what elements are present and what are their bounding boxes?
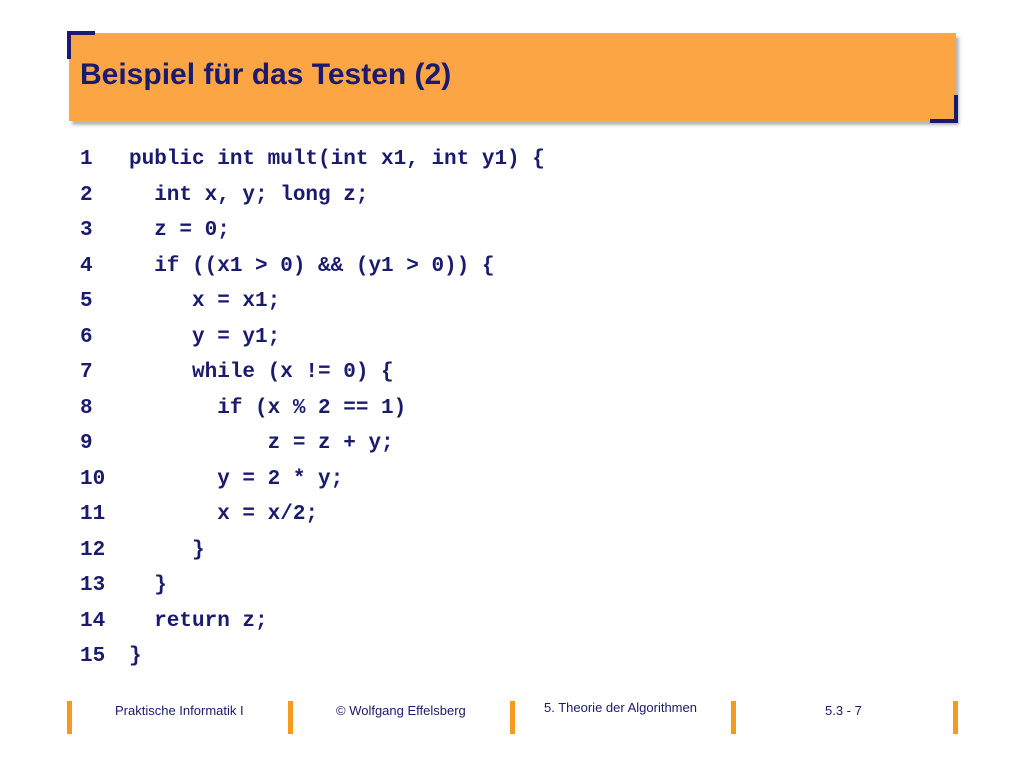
line-number: 3 [80, 219, 93, 243]
code-text: public int mult(int x1, int y1) { [129, 148, 545, 172]
code-line [80, 533, 545, 569]
code-line [80, 497, 545, 533]
code-text: x = x/2; [129, 503, 319, 527]
code-line [80, 142, 545, 178]
code-text: } [129, 538, 205, 562]
line-number: 5 [80, 290, 93, 314]
code-text: if (x % 2 == 1) [129, 396, 407, 420]
line-number: 8 [80, 396, 93, 420]
footer-course: Praktische Informatik I [115, 703, 244, 718]
code-listing [80, 142, 545, 675]
code-line [80, 320, 545, 356]
line-number: 10 [80, 467, 106, 491]
line-number: 14 [80, 609, 106, 633]
code-text: x = x1; [129, 290, 281, 314]
code-line [80, 249, 545, 285]
line-number: 11 [80, 503, 106, 527]
footer-divider [288, 701, 293, 734]
code-text: if ((x1 > 0) && (y1 > 0)) { [129, 254, 495, 278]
code-text: z = z + y; [129, 432, 394, 456]
footer-divider [731, 701, 736, 734]
line-number: 7 [80, 361, 93, 385]
footer-author: © Wolfgang Effelsberg [336, 703, 466, 718]
footer-divider [953, 701, 958, 734]
line-number: 4 [80, 254, 93, 278]
footer-divider [510, 701, 515, 734]
slide-title: Beispiel für das Testen (2) [80, 58, 452, 91]
code-line [80, 178, 545, 214]
code-text: while (x != 0) { [129, 361, 394, 385]
code-text: y = 2 * y; [129, 467, 344, 491]
corner-bracket-top-left [67, 31, 95, 59]
code-line [80, 355, 545, 391]
footer-page-number: 5.3 - 7 [825, 703, 862, 718]
code-text: int x, y; long z; [129, 183, 369, 207]
code-line [80, 639, 545, 675]
code-text: z = 0; [129, 219, 230, 243]
code-text: } [129, 574, 167, 598]
line-number: 6 [80, 325, 93, 349]
footer-chapter: 5. Theorie der Algorithmen [544, 700, 697, 715]
code-line [80, 391, 545, 427]
line-number: 1 [80, 148, 93, 172]
code-line [80, 213, 545, 249]
corner-bracket-bottom-right [930, 95, 958, 123]
line-number: 2 [80, 183, 93, 207]
code-line [80, 284, 545, 320]
code-line [80, 462, 545, 498]
code-text: return z; [129, 609, 268, 633]
code-text: y = y1; [129, 325, 281, 349]
line-number: 15 [80, 645, 106, 669]
footer-divider [67, 701, 72, 734]
line-number: 9 [80, 432, 93, 456]
code-text: } [129, 645, 142, 669]
line-number: 13 [80, 574, 106, 598]
code-line [80, 568, 545, 604]
code-line [80, 604, 545, 640]
line-number: 12 [80, 538, 106, 562]
code-line [80, 426, 545, 462]
